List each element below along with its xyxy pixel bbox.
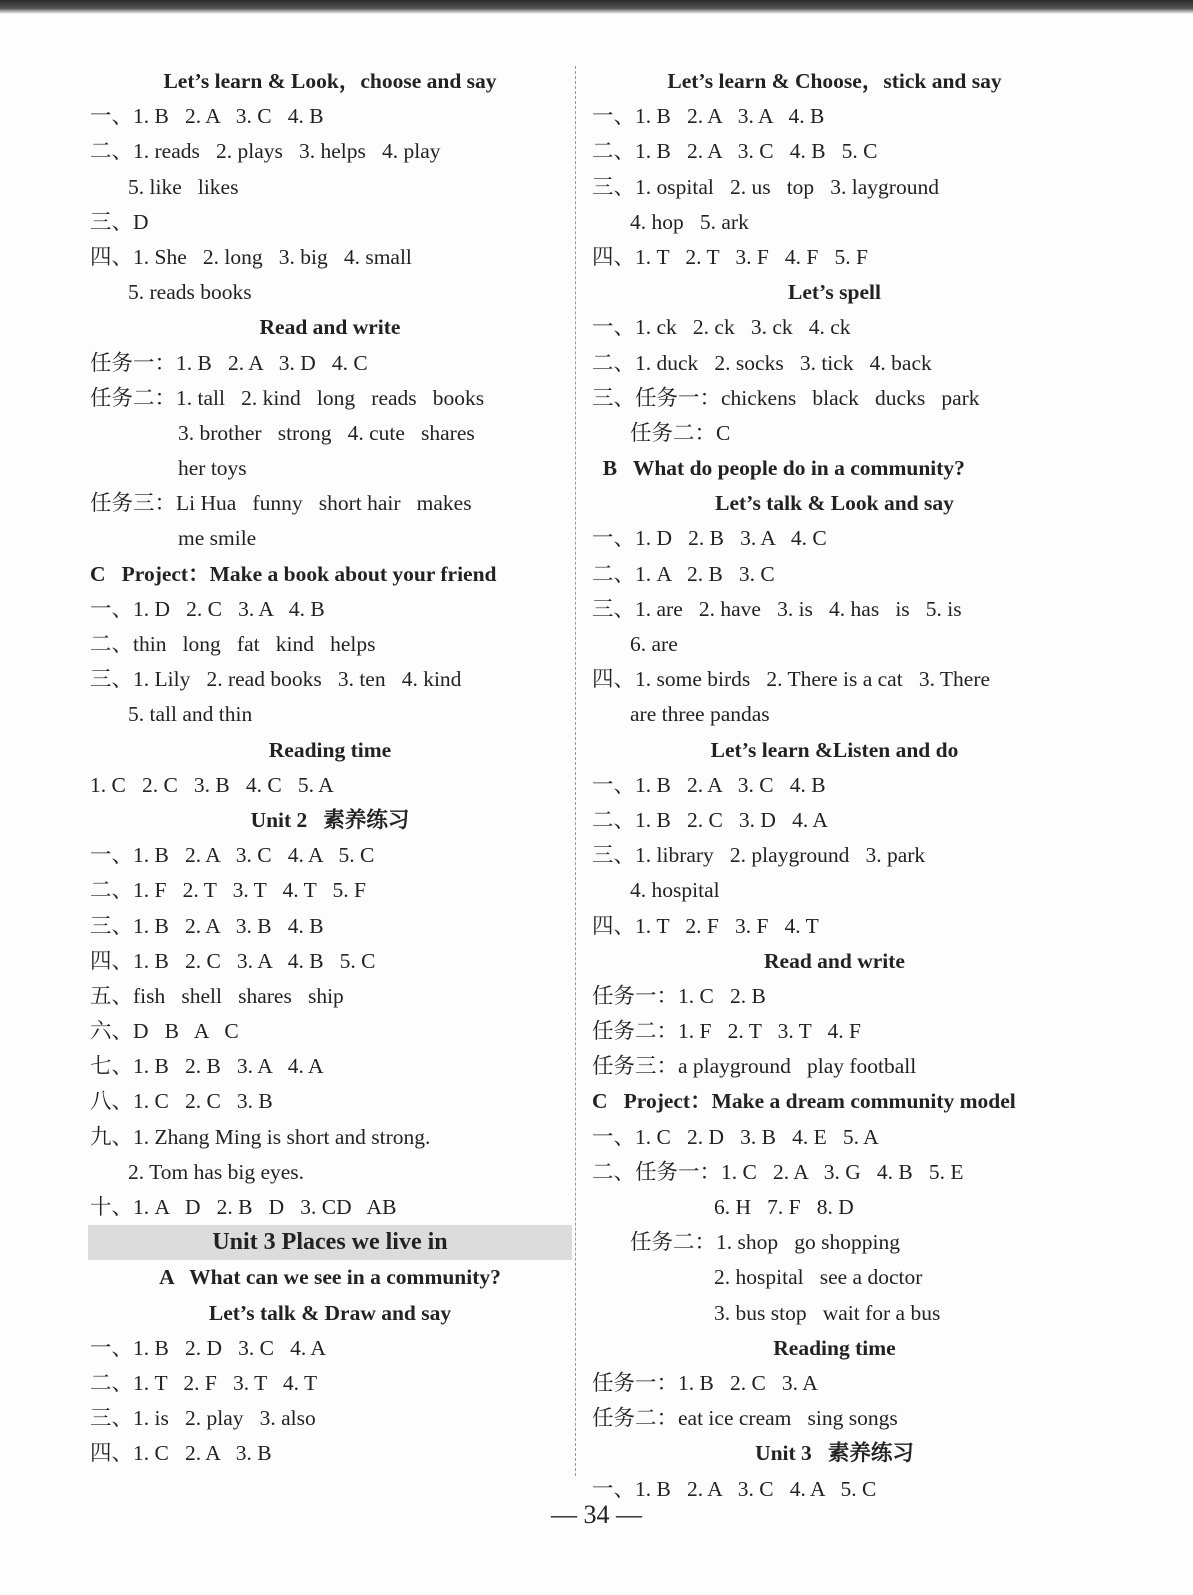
answer-line: 2. Tom has big eyes. <box>128 1159 305 1184</box>
section-heading: Unit 3 素养练习 <box>755 1441 914 1466</box>
answer-line: 二、1. B 2. C 3. D 4. A <box>592 807 828 832</box>
answer-line: 6. H 7. F 8. D <box>714 1195 854 1219</box>
answer-line: 四、1. She 2. long 3. big 4. small <box>90 244 412 269</box>
right-column <box>592 64 1077 1507</box>
answer-line: 任务三：a playground play football <box>592 1054 917 1079</box>
answer-line: 一、1. B 2. A 3. C 4. B <box>90 104 324 129</box>
answer-line: 二、1. reads 2. plays 3. helps 4. play <box>90 139 441 164</box>
page-number: — 34 — <box>551 1500 642 1529</box>
answer-line: 二、1. B 2. A 3. C 4. B 5. C <box>592 139 878 164</box>
answer-line: 七、1. B 2. B 3. A 4. A <box>90 1054 324 1079</box>
answer-line: 二、1. T 2. F 3. T 4. T <box>90 1370 318 1395</box>
column-divider <box>575 66 576 1476</box>
answer-line: 任务二：eat ice cream sing songs <box>592 1406 898 1431</box>
answer-line: her toys <box>178 456 247 481</box>
answer-line: 四、1. B 2. C 3. A 4. B 5. C <box>90 948 376 973</box>
answer-line: 四、1. T 2. T 3. F 4. F 5. F <box>592 244 868 269</box>
answer-line: 1. C 2. C 3. B 4. C 5. A <box>90 772 334 797</box>
answer-line: 任务二：C <box>630 420 731 445</box>
answer-line: 二、thin long fat kind helps <box>90 632 376 656</box>
answer-line: 任务一：1. B 2. C 3. A <box>592 1370 818 1395</box>
answer-line: 三、任务一：chickens black ducks park <box>592 385 980 410</box>
answer-line: 四、1. some birds 2. There is a cat 3. There <box>592 667 991 692</box>
answer-line: 三、1. is 2. play 3. also <box>90 1406 316 1431</box>
answer-line: 一、1. B 2. A 3. C 4. A 5. C <box>592 1476 877 1501</box>
left-column <box>90 64 570 1472</box>
section-heading: B What do people do in a community? <box>592 456 965 481</box>
answer-line: 三、1. ospital 2. us top 3. layground <box>592 174 939 199</box>
section-heading: Let’s talk & Look and say <box>715 491 954 516</box>
answer-line: 三、D <box>90 209 149 234</box>
section-heading: Let’s learn & Choose，stick and say <box>667 69 1002 93</box>
answer-line: 任务二：1. F 2. T 3. T 4. F <box>592 1019 862 1044</box>
answer-line: 3. brother strong 4. cute shares <box>178 420 475 445</box>
answer-line: 6. are <box>630 632 678 656</box>
answer-line: 一、1. B 2. D 3. C 4. A <box>90 1335 326 1360</box>
answer-line: 二、任务一：1. C 2. A 3. G 4. B 5. E <box>592 1159 964 1184</box>
answer-line: 任务二：1. shop go shopping <box>630 1230 900 1255</box>
answer-line: 二、1. duck 2. socks 3. tick 4. back <box>592 350 932 375</box>
unit-heading: Unit 3 Places we live in <box>88 1225 572 1260</box>
answer-line: 九、1. Zhang Ming is short and strong. <box>90 1124 431 1149</box>
answer-line: 二、1. F 2. T 3. T 4. T 5. F <box>90 878 366 903</box>
answer-line: 三、1. library 2. playground 3. park <box>592 843 926 868</box>
section-heading: Reading time <box>773 1335 896 1360</box>
answer-line: 四、1. T 2. F 3. F 4. T <box>592 913 819 938</box>
section-heading: Let’s talk & Draw and say <box>208 1300 452 1325</box>
answer-line: 一、1. D 2. C 3. A 4. B <box>90 596 325 621</box>
answer-line: 三、1. Lily 2. read books 3. ten 4. kind <box>90 667 462 692</box>
answer-line: 五、fish shell shares ship <box>90 983 344 1008</box>
section-heading: C Project：Make a dream community model <box>592 1089 1016 1114</box>
section-heading: Read and write <box>764 948 905 973</box>
section-heading: Let’s learn & Look，choose and say <box>163 69 497 93</box>
answer-line: 4. hospital <box>630 878 720 903</box>
answer-line: 二、1. A 2. B 3. C <box>592 561 775 586</box>
section-heading: Read and write <box>259 315 401 340</box>
answer-line: 四、1. C 2. A 3. B <box>90 1441 272 1466</box>
section-heading: C Project：Make a book about your friend <box>90 561 497 586</box>
answer-line: 任务一：1. C 2. B <box>592 983 766 1008</box>
answer-line: 十、1. A D 2. B D 3. CD AB <box>90 1195 397 1219</box>
answer-line: 任务三：Li Hua funny short hair makes <box>90 491 472 516</box>
section-heading: Let’s learn &Listen and do <box>710 737 959 762</box>
section-heading: A What can we see in a community? <box>159 1265 501 1290</box>
answer-line: 4. hop 5. ark <box>630 209 749 234</box>
answer-line: 一、1. B 2. A 3. A 4. B <box>592 104 825 129</box>
answer-line: 5. tall and thin <box>128 702 253 727</box>
answer-line: 八、1. C 2. C 3. B <box>90 1089 273 1114</box>
section-heading: Let’s spell <box>788 280 881 305</box>
section-heading: Reading time <box>268 737 392 762</box>
answer-line: 5. reads books <box>128 280 252 305</box>
answer-line: 三、1. are 2. have 3. is 4. has is 5. is <box>592 596 962 621</box>
section-heading: Unit 2 素养练习 <box>250 807 410 832</box>
answer-line: 5. like likes <box>128 174 239 199</box>
answer-line: 一、1. ck 2. ck 3. ck 4. ck <box>592 315 851 340</box>
answer-line: 一、1. B 2. A 3. C 4. B <box>592 772 826 797</box>
answer-line: 六、D B A C <box>90 1019 239 1044</box>
answer-line: 一、1. B 2. A 3. C 4. A 5. C <box>90 843 375 868</box>
answer-line: 任务二：1. tall 2. kind long reads books <box>90 385 485 410</box>
scan-edge <box>0 0 1193 14</box>
answer-line: 任务一：1. B 2. A 3. D 4. C <box>90 350 368 375</box>
answer-line: 一、1. D 2. B 3. A 4. C <box>592 526 827 551</box>
answer-line: are three pandas <box>630 702 770 727</box>
answer-line: me smile <box>178 526 257 551</box>
answer-line: 3. bus stop wait for a bus <box>714 1300 941 1325</box>
answer-line: 一、1. C 2. D 3. B 4. E 5. A <box>592 1124 879 1149</box>
answer-line: 三、1. B 2. A 3. B 4. B <box>90 913 324 938</box>
answer-line: 2. hospital see a doctor <box>714 1265 923 1290</box>
